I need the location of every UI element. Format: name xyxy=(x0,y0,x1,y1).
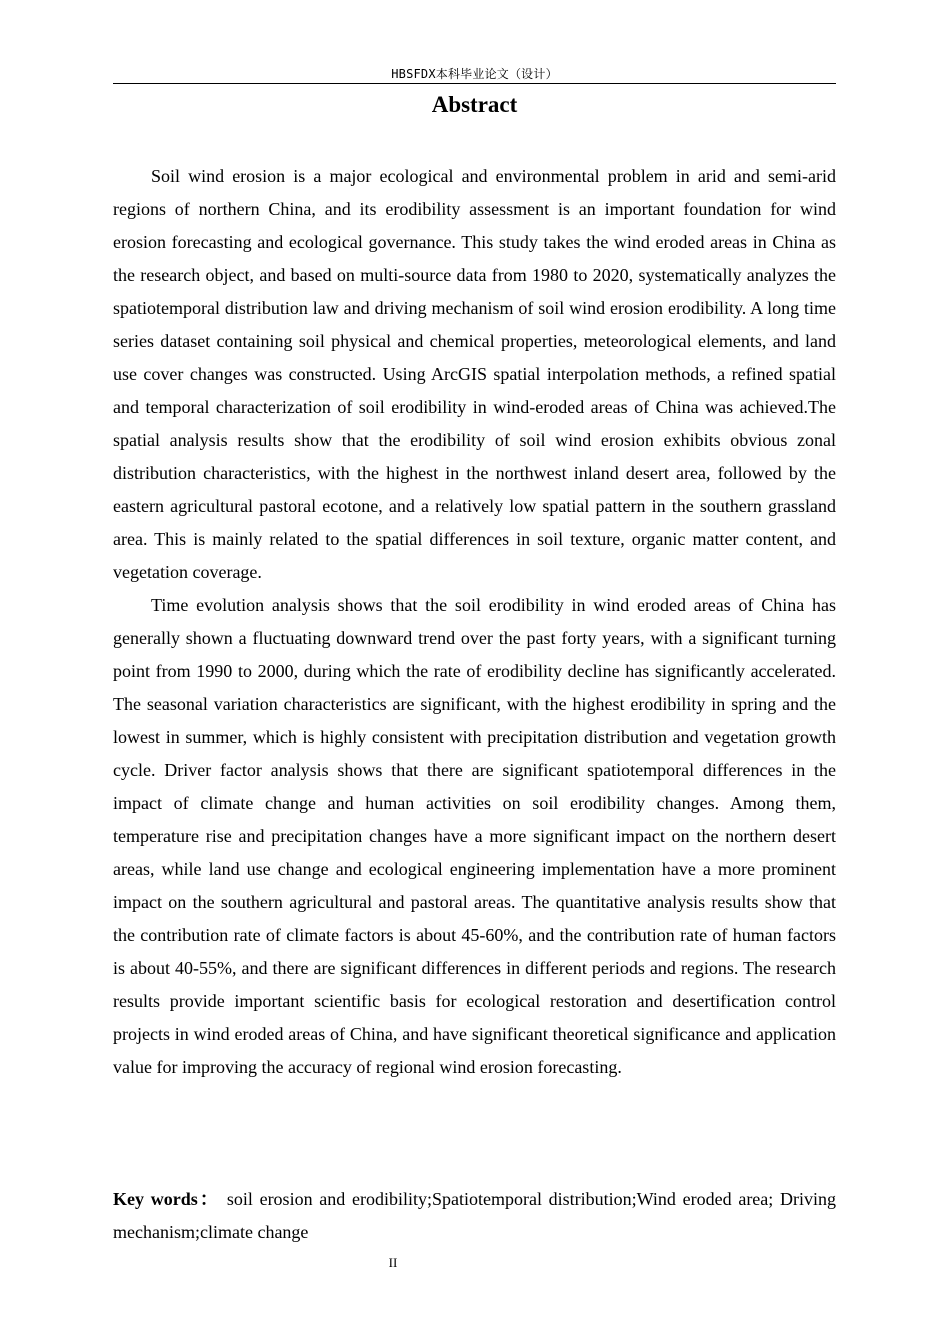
header-rule xyxy=(113,83,836,84)
running-header: HBSFDX本科毕业论文（设计） xyxy=(391,67,558,81)
keywords-text: soil erosion and erodibility;Spatiotemporal distribution;Wind eroded area; Driving mechanism;climate change xyxy=(113,1189,836,1242)
keywords xyxy=(113,1183,836,1249)
page-number: II xyxy=(388,1255,398,1270)
abstract-paragraph-2: Time evolution analysis shows that the soil erodibility in wind eroded areas of China has generally shown a fluctuating downward trend over the past forty years, with a significant turning point from 1990 to 2000, during which the rate of erodibility decline has significantly accelerated. The seasonal variation characteristics are significant, with the highest erodibility in spring and the lowest in summer, which is highly consistent with precipitation distribution and vegetation growth cycle. Driver factor analysis shows that there are significant spatiotemporal differences in the impact of climate change and human activities on soil erodibility changes. Among them, temperature rise and precipitation changes have a more significant impact on the northern desert areas, while land use change and ecological engineering implementation have a more prominent impact on the southern agricultural and pastoral areas. The quantitative analysis results show that the contribution rate of climate factors is about 45-60%, and the contribution rate of human factors is about 40-55%, and there are significant differences in different periods and regions. The research results provide important scientific basis for ecological restoration and desertification control projects in wind eroded areas of China, and have significant theoretical significance and application value for improving the accuracy of regional wind erosion forecasting. xyxy=(113,595,836,1077)
keywords-label: Key words： xyxy=(113,1189,221,1209)
abstract-paragraph-1: Soil wind erosion is a major ecological and environmental problem in arid and semi-arid regions of northern China, and its erodibility assessment is an important foundation for wind erosion forecasting and ecological governance. This study takes the wind eroded areas in China as the research object, and based on multi-source data from 1980 to 2020, systematically analyzes the spatiotemporal distribution law and driving mechanism of soil wind erosion erodibility. A long time series dataset containing soil physical and chemical properties, meteorological elements, and land use cover changes was constructed. Using ArcGIS spatial interpolation methods, a refined spatial and temporal characterization of soil erodibility in wind-eroded areas of China was achieved.The spatial analysis results show that the erodibility of soil wind erosion exhibits obvious zonal distribution characteristics, with the highest in the northwest inland desert area, followed by the eastern agricultural pastoral ecotone, and a relatively low spatial pattern in the southern grassland area. This is mainly related to the spatial differences in soil texture, organic matter content, and vegetation coverage. xyxy=(113,166,836,582)
abstract-title: Abstract xyxy=(431,92,518,117)
abstract-body xyxy=(113,160,836,1084)
